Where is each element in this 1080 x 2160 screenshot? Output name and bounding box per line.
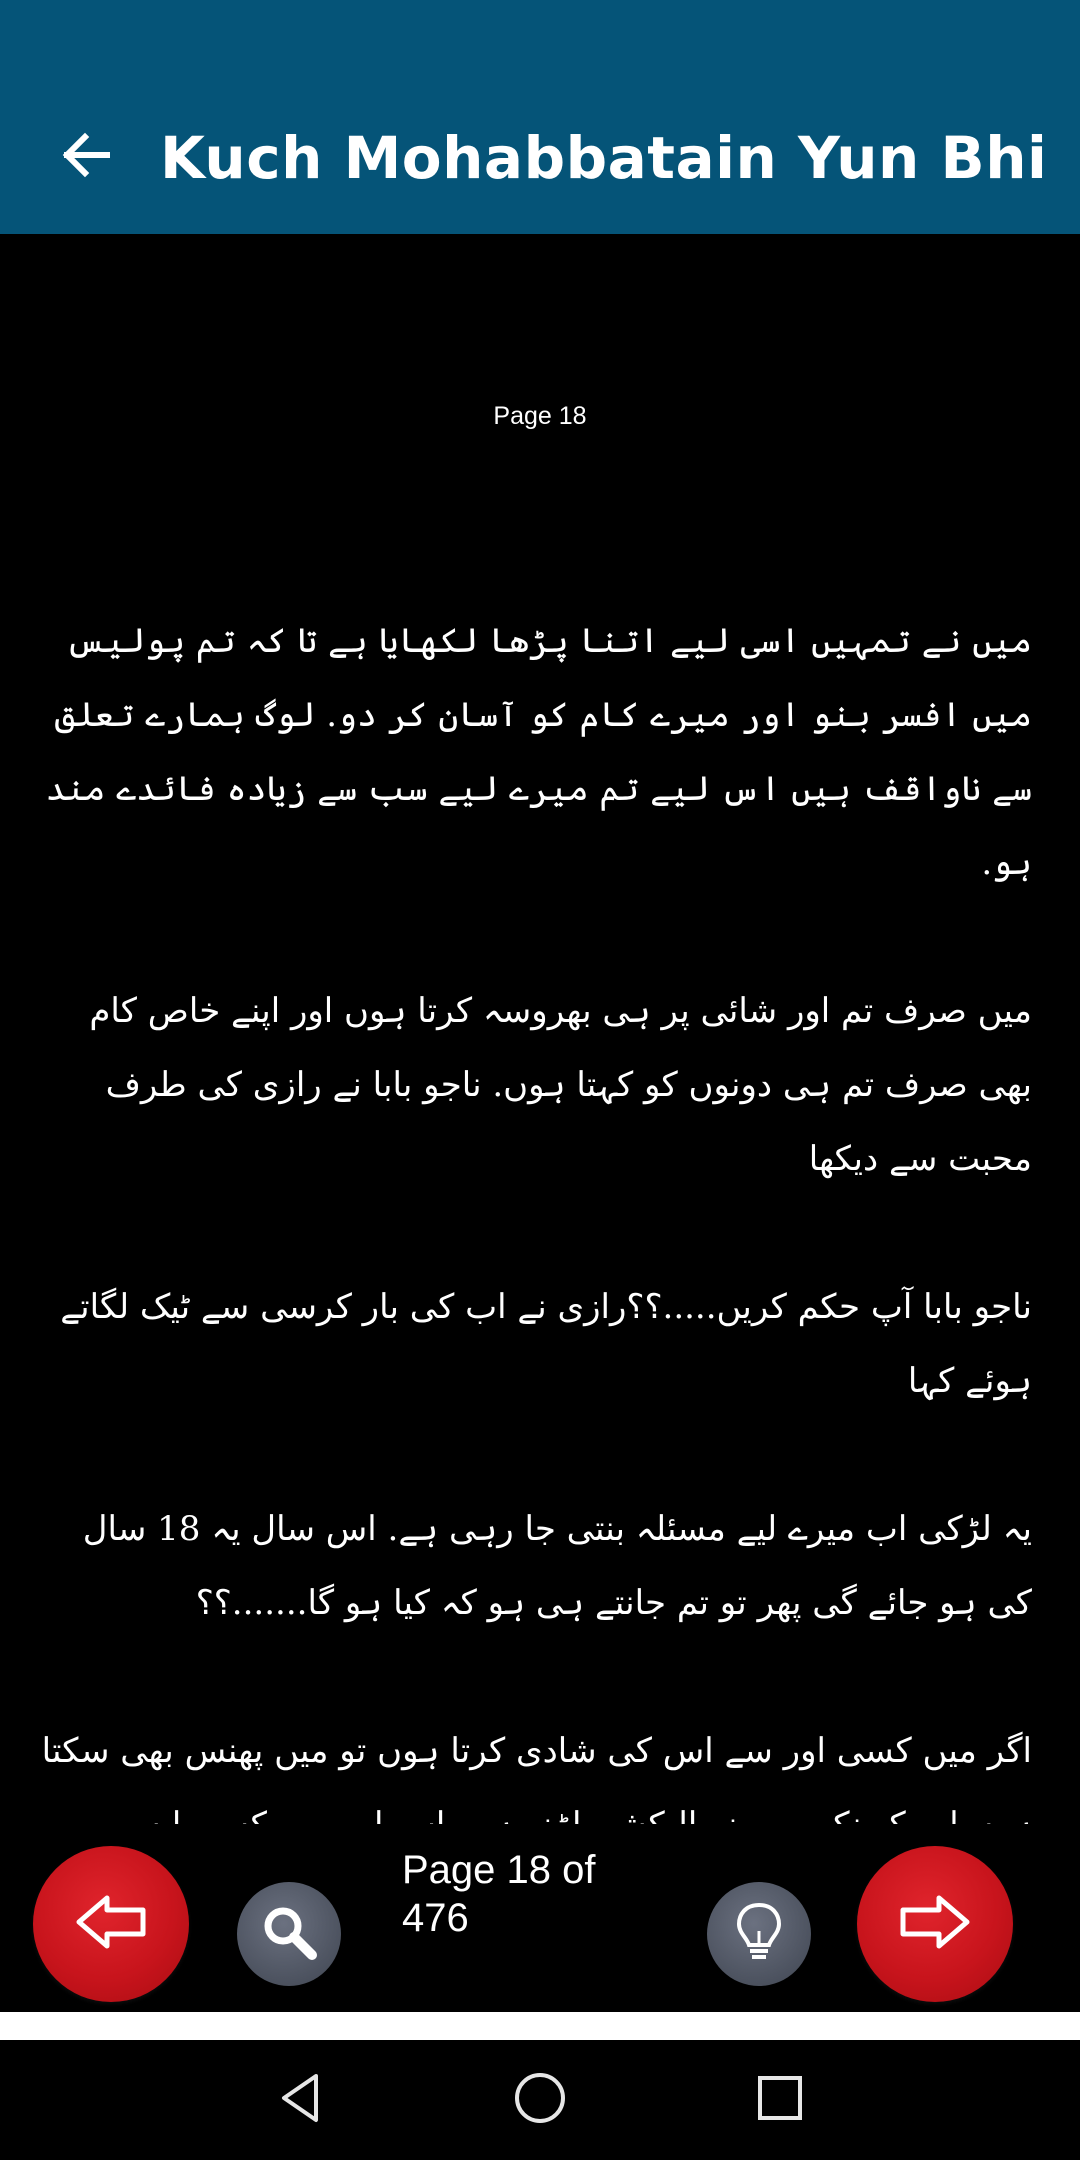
- lightbulb-icon: [731, 1899, 787, 1969]
- page-indicator: Page 18 of 476: [402, 1848, 596, 1940]
- page-heading: Page 18: [493, 402, 587, 430]
- nav-recents-button[interactable]: [740, 2060, 820, 2140]
- reader-content[interactable]: [0, 234, 1080, 1824]
- previous-page-button[interactable]: [33, 1846, 189, 2002]
- app-title: Kuch Mohabbatain Yun Bhi: [160, 124, 1048, 192]
- back-button[interactable]: [40, 112, 130, 202]
- paragraph: میں نے تمہیں اسی لیے اتنا پڑھا لکھایا ہے تا کہ تم پولیس میں افسر بنو اور میرے کام کو آسان کر دو. لوگ ہمارے تعلق سے ناواقف ہیں اس لیے تم میرے لیے سب سے زیادہ فائدے مند ہو.: [45, 621, 1032, 883]
- paragraph: ناجو بابا آپ حکم کریں.....؟؟رازی نے اب کی بار کرسی سے ٹیک لگاتے ہوئے کہا: [60, 1287, 1032, 1401]
- hint-button[interactable]: [707, 1882, 811, 1986]
- next-page-button[interactable]: [857, 1846, 1013, 2002]
- reader-controls: [0, 1824, 1080, 2012]
- arrow-left-outline-icon: [71, 1892, 151, 1956]
- search-button[interactable]: [237, 1882, 341, 1986]
- arrow-right-outline-icon: [895, 1892, 975, 1956]
- paragraph: میں صرف تم اور شائی پر ہی بھروسہ کرتا ہوں اور اپنے خاص کام بھی صرف تم ہی دونوں کو کہتا ہوں. ناجو بابا نے رازی کی طرف محبت سے دیکھا: [89, 991, 1032, 1179]
- system-nav-bar: [0, 2040, 1080, 2160]
- nav-back-button[interactable]: [260, 2060, 340, 2140]
- app-bar: [0, 0, 1080, 234]
- nav-home-button[interactable]: [500, 2060, 580, 2140]
- nav-recents-square-icon: [752, 2070, 808, 2130]
- arrow-left-icon: [57, 127, 113, 187]
- paragraph: اگر میں کسی اور سے اس کی شادی کرتا ہوں تو میں پھنس بھی سکتا: [41, 1731, 1032, 1771]
- divider-strip: [0, 2012, 1080, 2040]
- search-icon: [256, 1899, 322, 1969]
- nav-home-circle-icon: [510, 2068, 570, 2132]
- nav-back-triangle-icon: [272, 2070, 328, 2130]
- paragraph: یہ لڑکی اب میرے لیے مسئلہ بنتی جا رہی ہے. اس سال یہ 18 سال کی ہو جائے گی پھر تو تم جانتے ہی ہو کہ کیا ہو گا.......؟؟: [82, 1509, 1032, 1623]
